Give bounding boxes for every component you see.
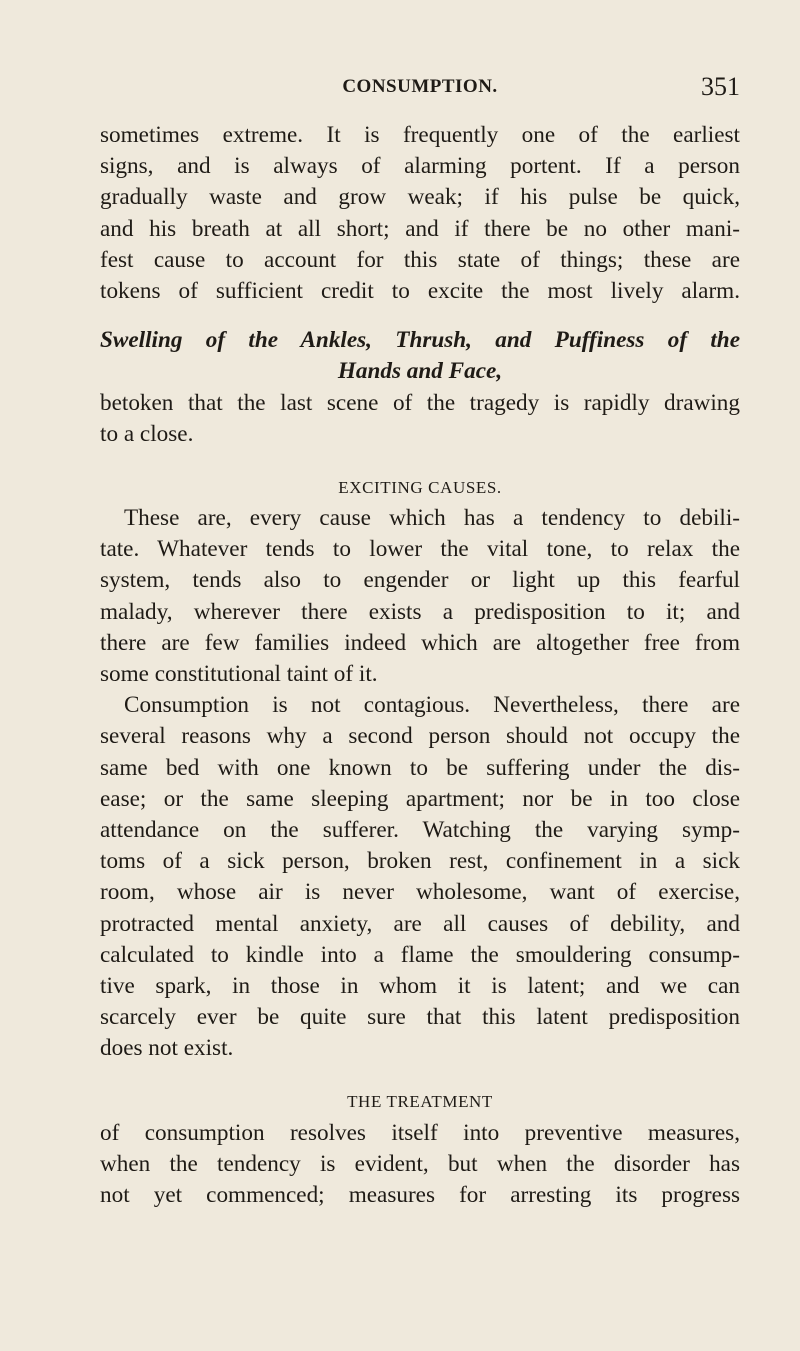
- symptom-heading-line: Hands and Face,: [337, 358, 503, 385]
- text-line: scarcely ever be quite sure that this latent predisposition: [100, 1004, 740, 1031]
- treatment-paragraph: [100, 1118, 740, 1212]
- text-line: These are, every cause which has a tendency to debili-: [124, 505, 740, 532]
- symptom-heading-line: Swelling of the Ankles, Thrush, and Puffiness of the: [100, 327, 740, 354]
- text-line: protracted mental anxiety, are all causes of debility, and: [100, 910, 740, 937]
- page-number: 351: [701, 72, 740, 101]
- body-text: [100, 120, 740, 1211]
- text-line: ease; or the same sleeping apartment; nor be in too close: [100, 785, 740, 812]
- text-line: same bed with one known to be suffering under the dis-: [100, 754, 740, 781]
- text-line: betoken that the last scene of the tragedy is rapidly drawing: [100, 389, 740, 416]
- text-line: calculated to kindle into a flame the smouldering consump-: [100, 941, 740, 968]
- text-line: does not exist.: [100, 1035, 234, 1062]
- text-line: malady, wherever there exists a predisposition to it; and: [100, 598, 740, 625]
- exciting-causes-paragraph-2: [100, 690, 740, 1064]
- paragraph-2: [100, 388, 740, 450]
- text-line: attendance on the sufferer. Watching the varying symp-: [100, 816, 740, 843]
- text-line: several reasons why a second person should not occupy the: [100, 723, 740, 750]
- running-title: CONSUMPTION.: [342, 76, 498, 97]
- text-line: Consumption is not contagious. Nevertheless, there are: [124, 692, 740, 719]
- symptom-heading: [100, 325, 740, 387]
- text-line: system, tends also to engender or light up this fearful: [100, 567, 740, 594]
- text-line: signs, and is always of alarming portent. If a person: [100, 153, 740, 180]
- text-line: fest cause to account for this state of things; these are: [100, 246, 740, 273]
- text-line: and his breath at all short; and if there be no other mani-: [100, 215, 740, 242]
- paragraph-1: [100, 120, 740, 307]
- text-line: some constitutional taint of it.: [100, 661, 378, 687]
- text-line: sometimes extreme. It is frequently one of the earliest: [100, 122, 740, 148]
- treatment-heading: THE TREATMENT: [347, 1092, 493, 1112]
- running-head: [100, 72, 740, 110]
- text-line: room, whose air is never wholesome, want of exercise,: [100, 879, 740, 906]
- exciting-causes-heading: EXCITING CAUSES.: [338, 477, 502, 497]
- text-line: toms of a sick person, broken rest, confinement in a sick: [100, 848, 740, 875]
- text-line: tate. Whatever tends to lower the vital tone, to relax the: [100, 536, 740, 563]
- text-line: there are few families indeed which are altogether free from: [100, 629, 740, 656]
- text-line: not yet commenced; measures for arresting its progress: [100, 1182, 740, 1208]
- text-line: to a close.: [100, 420, 194, 447]
- text-line: tive spark, in those in whom it is latent; and we can: [100, 972, 740, 999]
- text-line: of consumption resolves itself into preventive measures,: [100, 1119, 740, 1146]
- text-line: gradually waste and grow weak; if his pulse be quick,: [100, 184, 740, 211]
- exciting-causes-paragraph-1: [100, 503, 740, 690]
- text-line: tokens of sufficient credit to excite the most lively alarm.: [100, 277, 740, 304]
- text-line: when the tendency is evident, but when the disorder has: [100, 1150, 740, 1177]
